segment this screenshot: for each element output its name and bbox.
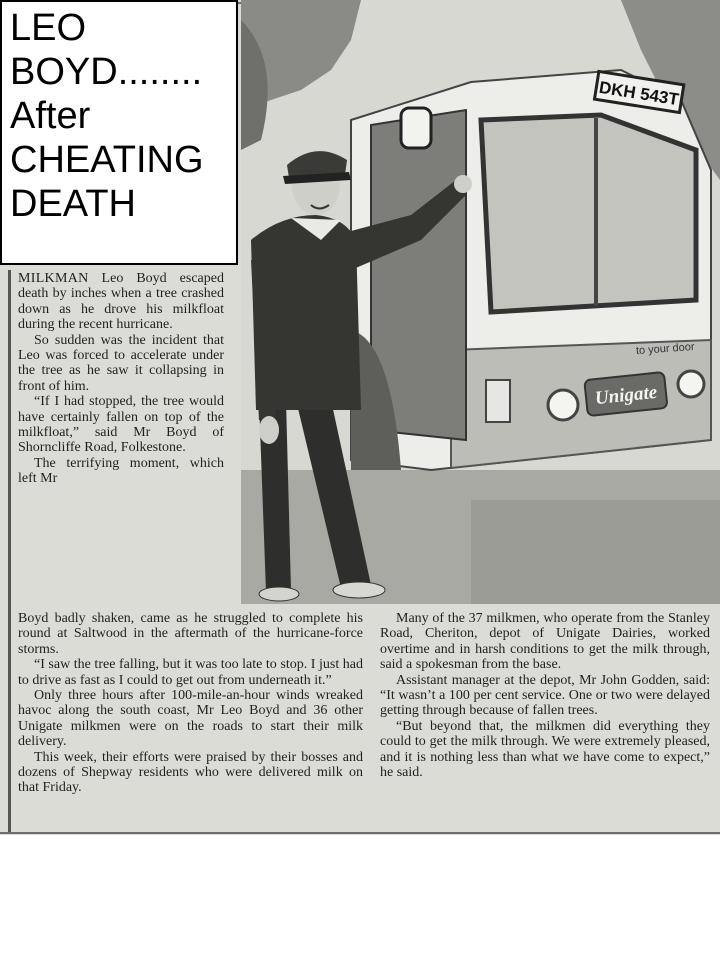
unigate-logo: Unigate [593,381,659,410]
article-column-right [380,611,710,780]
headline-line: LEO [10,7,87,49]
article-paragraph: The terrifying moment, which left Mr [18,455,224,487]
article-paragraph: This week, their efforts were praised by their bosses and dozens of Shepway residents who were delivered milk on that Friday. [18,749,363,796]
article-paragraph: Only three hours after 100-mile-an-hour winds wreaked havoc along the south coast, Mr Leo Boyd and 36 other Unigate milkmen were on the roads to start their milk delivery. [18,688,363,750]
article-paragraph: So sudden was the incident that Leo was forced to accelerate under the tree as he saw it collapsing in front of him. [18,332,224,394]
article-text: Leo Boyd escaped death by inches when a tree crashed down as he drove his milkfloat during the recent hurricane. [18,271,224,333]
headline-line: BOYD........ [10,51,203,93]
article-lead-word: MILKMAN [18,271,89,286]
article-paragraph: Assistant manager at the depot, Mr John Godden, said: “It wasn’t a 100 per cent service. One or two were delayed getting through because of fallen trees. [380,672,710,719]
milkman-photo [241,0,720,604]
article-column-left [18,611,363,796]
article-paragraph [18,271,224,333]
headline-line: After [10,95,91,137]
registration-plate: DKH 543T [597,77,681,110]
article-paragraph: Many of the 37 milkmen, who operate from the Stanley Road, Cheriton, depot of Unigate Dairies, worked overtime and in harsh conditions to get the milk through, said a spokesman from the base. [380,611,710,673]
article-paragraph: “I saw the tree falling, but it was too late to stop. I just had to drive as fast as I could to get out from underneath it.” [18,657,363,688]
headline-caption [0,0,238,265]
bottom-rule [0,832,720,834]
article-paragraph: “But beyond that, the milkmen did everything they could to get the milk through. We were extremely pleased, and it is nothing less than what we have come to expect,” he said. [380,718,710,781]
headline-line: DEATH [10,183,136,225]
article-paragraph: “If I had stopped, the tree would have certainly fallen on top of the milkfloat,” said Mr Boyd of Shorncliffe Road, Folkestone. [18,394,224,456]
van-slogan: to your door [635,341,695,358]
column-border [8,270,11,832]
article-paragraph: Boyd badly shaken, came as he struggled to complete his round at Saltwood in the aftermath of the hurricane-force storms. [18,611,363,657]
article-narrow-column [18,271,224,487]
headline-line: CHEATING [10,139,204,181]
